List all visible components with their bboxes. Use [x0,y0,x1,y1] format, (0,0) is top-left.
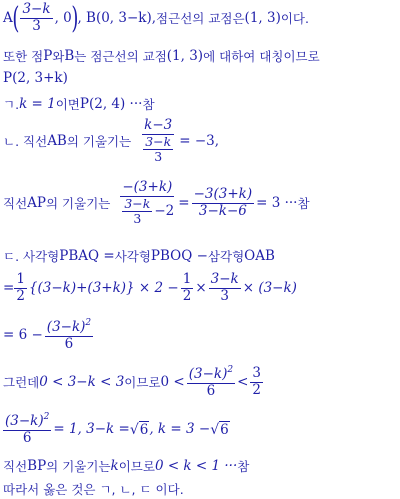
exponent: 2 [85,318,92,328]
text-slope: 의 기울기는 [66,134,132,150]
text-therefore: 이므로 [124,375,161,391]
text-slope: 의 기울기는 [46,196,111,212]
text-rectangle: 사각형 [114,249,151,264]
zero-lt: 0 < [160,374,185,391]
equals: = [178,195,190,212]
half-fraction [14,272,27,304]
pbaq-eq: PBAQ = [59,248,115,264]
line-10 [3,365,265,399]
point-a-label: A [3,10,13,27]
denominator-tail: −2 [154,202,175,219]
half-num: 1 [16,271,25,287]
line-ap: AP [27,195,46,212]
line-11 [3,412,230,446]
point-p: P [43,48,53,64]
text-line: 직선 [3,459,28,474]
line-13 [3,480,184,498]
text-triangle: 삼각형 [207,249,245,264]
text-also-point: 또한 점 [3,49,44,64]
a-x-denominator: 3 [32,17,41,34]
item-giyeok: ㄱ. [3,97,20,112]
half-den: 2 [182,287,192,304]
x-den: 3 [220,287,229,304]
k-equals-1: k = 1 [19,96,56,112]
area-den: 6 [22,429,32,446]
slope-ab-result: = −3, [179,133,220,150]
area-den: 6 [64,335,74,352]
a-y-coord: , 0 [54,10,72,27]
area-expression: {(3−k)+(3+k)} × 2 − [28,280,179,297]
inner-numerator: 3−k [124,195,151,211]
slope-ap-simplified [192,187,255,219]
line-ab: AB [47,133,67,150]
area-num: (3−k) [5,413,44,429]
a-x-fraction [20,2,52,34]
area-fraction [45,318,93,352]
line-1 [3,2,309,34]
slope-ap-inner-fraction [122,197,152,227]
text-symmetric: 에 대하여 대칭이므로 [203,49,320,64]
inner-denominator: 3 [133,210,142,226]
area-num: (3−k) [188,366,228,382]
text-however: 그런데 [3,375,40,391]
k-equals: , k = 3 − [149,421,211,438]
area-den: 6 [206,382,216,399]
three-num: 3 [252,365,261,381]
line-bp: BP [27,458,47,474]
line-6 [3,180,310,226]
slope-ab-numerator: k−3 [144,117,173,133]
line-9 [3,318,95,352]
intersection-point: (1, 3) [244,10,281,27]
sqrt-six: √ 6 [129,421,149,438]
slope-ab-fraction [139,118,177,164]
sentence-end: 이다. [280,11,309,27]
point-b: B [64,48,75,64]
left-paren: ( [12,0,20,36]
true-mark: 참 [297,196,310,212]
area-fraction [187,365,235,399]
tail-factor: × (3−k) [242,280,297,297]
equation-text: = 1, 3−k = [53,421,130,438]
line-8 [3,272,297,304]
text-therefore: 이므로 [118,459,155,474]
half-fraction-2 [181,272,194,304]
line-3 [3,70,68,86]
item-nieun: ㄴ. 직선 [3,134,48,150]
slope-ap-fraction [118,180,176,226]
k-range: 0 < k < 1 ··· [154,458,238,474]
p-coords-result: P(2, 4) ··· [79,96,143,112]
two-den: 2 [252,381,261,398]
line-7 [3,247,275,265]
three-halves [250,366,263,398]
line-12 [3,457,249,475]
area-fraction [3,412,51,446]
text-if: 이면 [55,97,80,112]
pboq-minus: PBOQ − [150,248,208,264]
simplified-numerator: −3(3+k) [193,186,253,203]
radicand: 6 [139,421,149,438]
asymptote-text: 점근선의 교점은 [156,11,245,27]
slope-ap-numerator: −(3+k) [122,179,173,195]
slope-ab-denominator [141,135,175,165]
times: × [195,280,207,297]
inner-denominator: 3 [154,148,163,164]
line-2 [3,47,320,65]
sqrt-six-2: √ 6 [210,421,229,438]
half-den: 2 [16,287,25,304]
point-p-coords: P(2, 3+k) [3,70,68,86]
point-b-text: , B(0, 3−k), [77,10,157,27]
inequality: 0 < 3−k < 3 [39,374,125,391]
line-4 [3,95,155,113]
half-num: 1 [182,271,192,287]
slope-ap-result: = 3 ··· [256,195,298,212]
text-asymptote-intersection: 는 점근선의 교점 [74,49,167,64]
equals: = [3,280,15,297]
simplified-denominator: 3−k−6 [198,202,247,219]
conclusion: 따라서 옳은 것은 ㄱ, ㄴ, ㄷ 이다. [3,482,184,497]
item-digeut: ㄷ. 사각형 [3,249,60,264]
exponent: 2 [227,365,234,375]
true-mark: 참 [237,459,250,474]
intersection-point: (1, 3) [166,48,204,64]
text-slope: 의 기울기는 [46,459,111,474]
inner-numerator: 3−k [145,133,172,149]
text-line: 직선 [3,196,28,212]
radicand: 6 [220,421,229,438]
text-and: 와 [52,49,65,64]
less-than: < [237,374,249,391]
x-fraction [209,272,241,304]
x-num: 3−k [210,271,239,287]
exponent: 2 [43,412,50,422]
k-var: k [110,458,119,474]
oab: OAB [244,248,275,264]
a-x-numerator: 3−k [22,1,51,17]
true-mark: 참 [142,97,155,112]
line-5 [3,118,219,164]
six-minus: = 6 − [3,327,43,344]
area-num: (3−k) [46,319,86,335]
right-paren: ) [71,0,79,36]
